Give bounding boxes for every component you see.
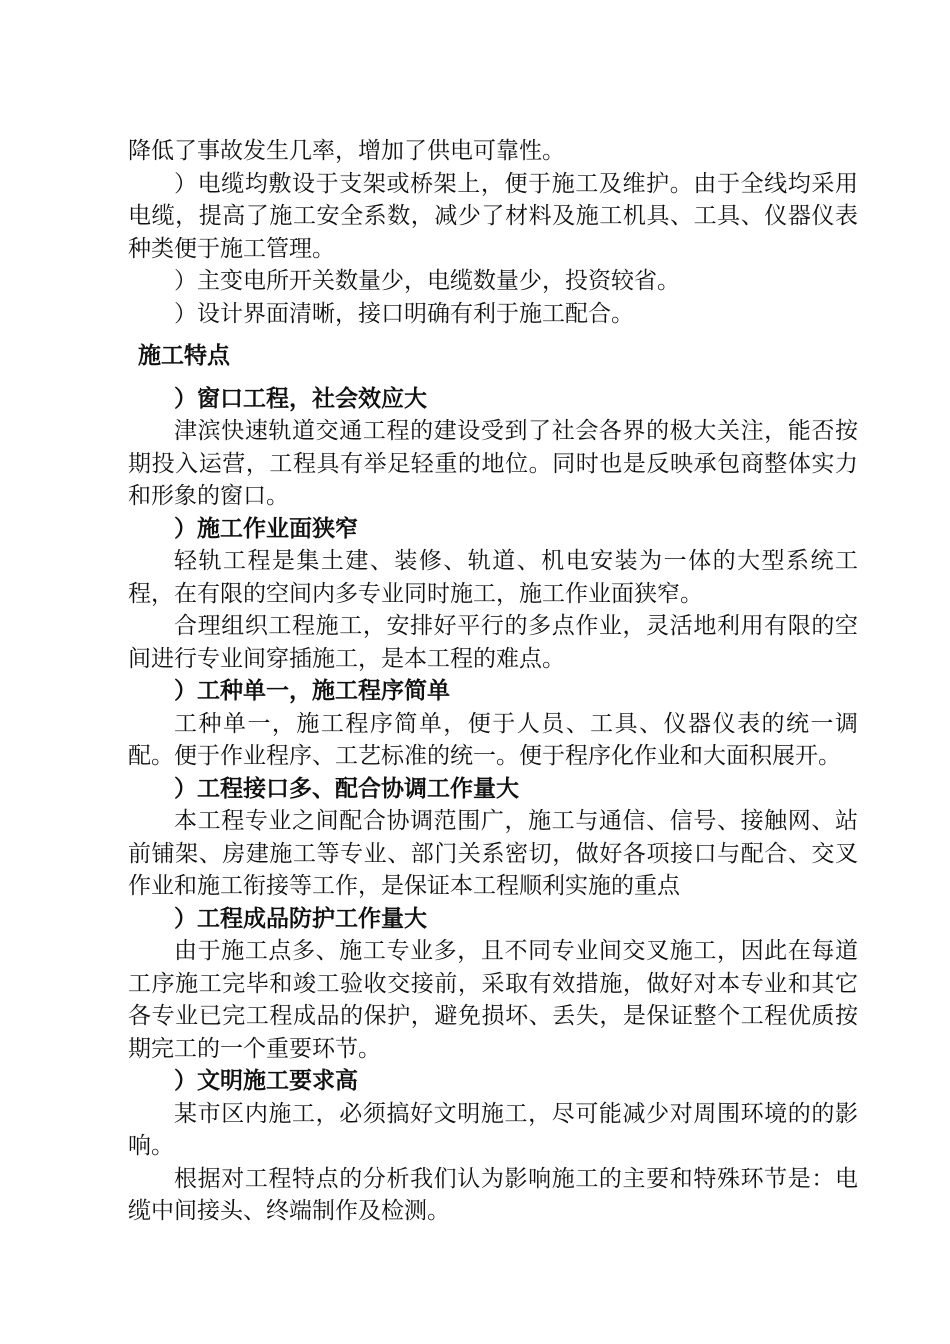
intro-paragraph: ）电缆均敷设于支架或桥架上，便于施工及维护。由于全线均采用电缆，提高了施工安全系数，减少了材料及施工机具、工具、仪器仪表种类便于施工管理。 (128, 170, 858, 262)
item-paragraph: 津滨快速轨道交通工程的建设受到了社会各界的极大关注，能否按期投入运营，工程具有举足轻重的地位。同时也是反映承包商整体实力和形象的窗口。 (128, 418, 858, 509)
item-heading: ）工程接口多、配合协调工作量大 (174, 775, 519, 802)
intro-paragraph: ）主变电所开关数量少，电缆数量少，投资较省。 (174, 268, 680, 294)
intro-paragraph: 降低了事故发生几率，增加了供电可靠性。 (128, 138, 565, 164)
item-paragraph: 某市区内施工，必须搞好文明施工，尽可能减少对周围环境的的影响。 (128, 1100, 858, 1159)
item-paragraph: 根据对工程特点的分析我们认为影响施工的主要和特殊环节是：电缆中间接头、终端制作及检测。 (128, 1165, 858, 1224)
item-paragraph: 轻轨工程是集土建、装修、轨道、机电安装为一体的大型系统工程，在有限的空间内多专业同时施工，施工作业面狭窄。 (128, 548, 858, 607)
item-heading: ）工种单一，施工程序简单 (174, 678, 450, 704)
item-heading: ）施工作业面狭窄 (174, 515, 358, 542)
item-paragraph: 由于施工点多、施工专业多，且不同专业间交叉施工，因此在每道工序施工完毕和竣工验收交接前，采取有效措施，做好对本专业和其它各专业已完工程成品的保护，避免损坏、丢失，是保证整个工程优质按期完工的一个重要环节。 (128, 938, 858, 1062)
item-paragraph: 工种单一，施工程序简单，便于人员、工具、仪器仪表的统一调配。便于作业程序、工艺标准的统一。便于程序化作业和大面积展开。 (128, 710, 858, 769)
document-body (128, 135, 858, 1228)
item-heading: ）文明施工要求高 (174, 1068, 358, 1094)
item-heading: ）窗口工程，社会效应大 (174, 385, 427, 412)
item-heading: ）工程成品防护工作量大 (174, 905, 427, 932)
intro-paragraph: ）设计界面清晰，接口明确有利于施工配合。 (174, 300, 634, 327)
item-paragraph: 本工程专业之间配合协调范围广，施工与通信、信号、接触网、站前铺架、房建施工等专业、部门关系密切，做好各项接口与配合、交叉作业和施工衔接等工作，是保证本工程顺利实施的重点 (128, 808, 858, 899)
item-paragraph: 合理组织工程施工，安排好平行的多点作业，灵活地利用有限的空间进行专业间穿插施工，是本工程的难点。 (128, 613, 858, 672)
section-title: 施工特点 (138, 343, 230, 369)
